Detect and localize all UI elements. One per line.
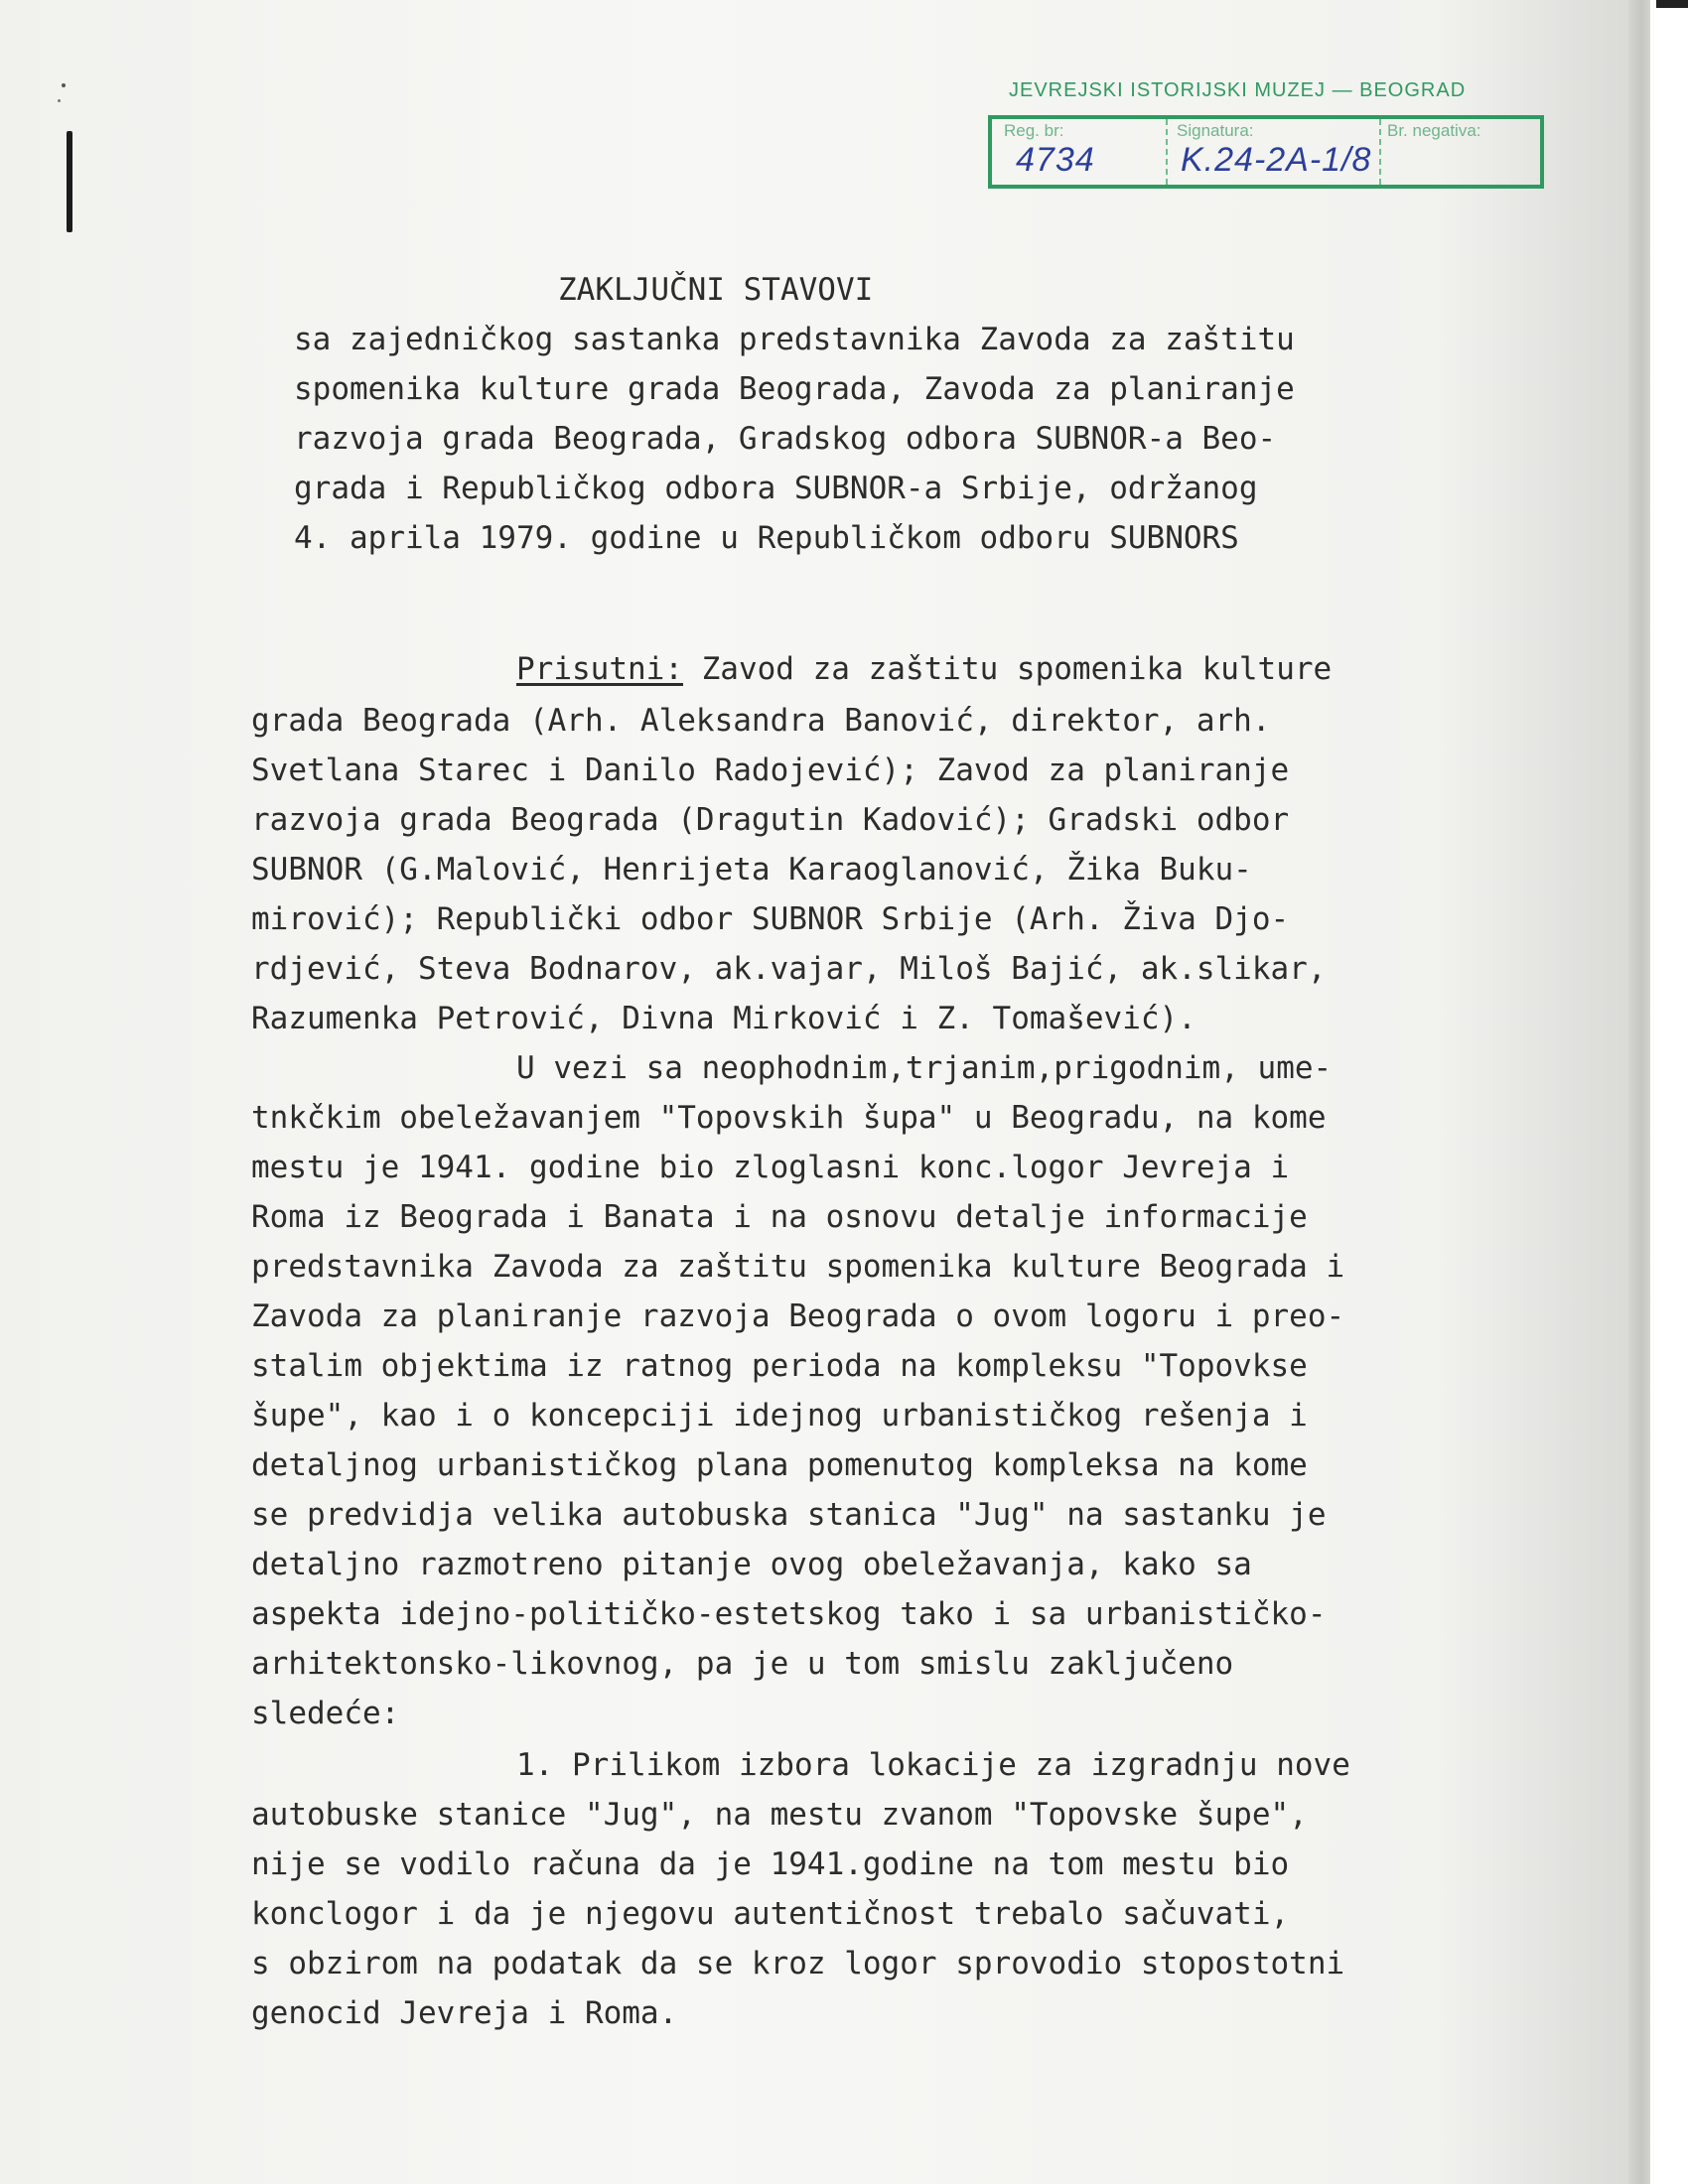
stamp-signatura-label: Signatura: [1177, 121, 1254, 140]
present-line: SUBNOR (G.Malović, Henrijeta Karaoglanović, Žika Buku- [251, 852, 1252, 887]
body-line: šupe", kao i o koncepciji idejnog urbanističkog rešenja i [251, 1398, 1308, 1433]
stamp-signatura-value: K.24-2A-1/8 [1181, 141, 1372, 179]
document-title: ZAKLJUČNI STAVOVI [558, 272, 874, 308]
body-line: aspekta idejno-političko-estetskog tako i sa urbanističko- [251, 1596, 1327, 1632]
present-line: Svetlana Starec i Danilo Radojević); Zavod za planiranje [251, 752, 1290, 788]
subtitle-line: 4. aprila 1979. godine u Republičkom odboru SUBNORS [294, 520, 1239, 556]
body-first-line: U vezi sa neophodnim,trjanim,prigodnim, ume- [516, 1050, 1333, 1086]
body-line: predstavnika Zavoda za zaštitu spomenika kulture Beograda i [251, 1249, 1345, 1285]
body-line: mestu je 1941. godine bio zloglasni konc.logor Jevreja i [251, 1150, 1290, 1185]
body-line: detaljnog urbanističkog plana pomenutog kompleksa na kome [251, 1447, 1308, 1483]
body-line: sledeće: [251, 1696, 400, 1731]
present-first-line [516, 651, 1332, 687]
body-line: stalim objektima iz ratnog perioda na kompleksu "Topovkse [251, 1348, 1308, 1384]
point1-line: autobuske stanice "Jug", na mestu zvanom "Topovske šupe", [251, 1797, 1308, 1833]
stamp-reg-label: Reg. br: [1004, 121, 1064, 140]
present-first-text: Zavod za zaštitu spomenika kulture [682, 651, 1333, 687]
point1-line: s obzirom na podatak da se kroz logor sprovodio stopostotni [251, 1946, 1345, 1981]
archive-stamp [988, 115, 1544, 189]
scan-border [1650, 0, 1688, 2184]
present-line: mirović); Republički odbor SUBNOR Srbije (Arh. Živa Djo- [251, 901, 1290, 937]
stamp-reg-value: 4734 [1016, 141, 1095, 179]
present-line: Razumenka Petrović, Divna Mirković i Z. Tomašević). [251, 1001, 1196, 1036]
stamp-divider [1379, 119, 1381, 185]
body-line: arhitektonsko-likovnog, pa je u tom smislu zaključeno [251, 1646, 1234, 1682]
margin-pen-mark [67, 131, 72, 232]
present-line: razvoja grada Beograda (Dragutin Kadović); Gradski odbor [251, 802, 1290, 838]
point1-line: nije se vodilo računa da je 1941.godine na tom mestu bio [251, 1846, 1290, 1882]
subtitle-line: grada i Republičkog odbora SUBNOR-a Srbije, održanog [294, 471, 1258, 506]
subtitle-line: razvoja grada Beograda, Gradskog odbora SUBNOR-a Beo- [294, 421, 1277, 457]
stamp-divider [1166, 119, 1168, 185]
subtitle-line: spomenika kulture grada Beograda, Zavoda za planiranje [294, 371, 1295, 407]
point1-first-line: 1. Prilikom izbora lokacije za izgradnju nove [516, 1747, 1350, 1783]
margin-dot [62, 83, 66, 87]
stamp-negativ-label: Br. negativa: [1387, 121, 1481, 140]
stamp-institution: JEVREJSKI ISTORIJSKI MUZEJ — BEOGRAD [1009, 79, 1467, 101]
margin-dot [58, 99, 61, 102]
point1-line: genocid Jevreja i Roma. [251, 1995, 678, 2031]
page-edge-shadow [1628, 0, 1650, 2184]
body-line: detaljno razmotreno pitanje ovog obeležavanja, kako sa [251, 1547, 1252, 1582]
body-line: Roma iz Beograda i Banata i na osnovu detalje informacije [251, 1199, 1308, 1235]
scan-corner-mark [1656, 0, 1688, 8]
body-line: tnkčkim obeležavanjem "Topovskih šupa" u Beogradu, na kome [251, 1100, 1327, 1136]
body-line: Zavoda za planiranje razvoja Beograda o ovom logoru i preo- [251, 1298, 1345, 1334]
present-line: grada Beograda (Arh. Aleksandra Banović, direktor, arh. [251, 703, 1271, 739]
present-label: Prisutni: [516, 651, 683, 687]
subtitle-line: sa zajedničkog sastanka predstavnika Zavoda za zaštitu [294, 322, 1295, 357]
point1-line: konclogor i da je njegovu autentičnost trebalo sačuvati, [251, 1896, 1290, 1932]
present-line: rdjević, Steva Bodnarov, ak.vajar, Miloš Bajić, ak.slikar, [251, 951, 1327, 987]
body-line: se predvidja velika autobuska stanica "Jug" na sastanku je [251, 1497, 1327, 1533]
